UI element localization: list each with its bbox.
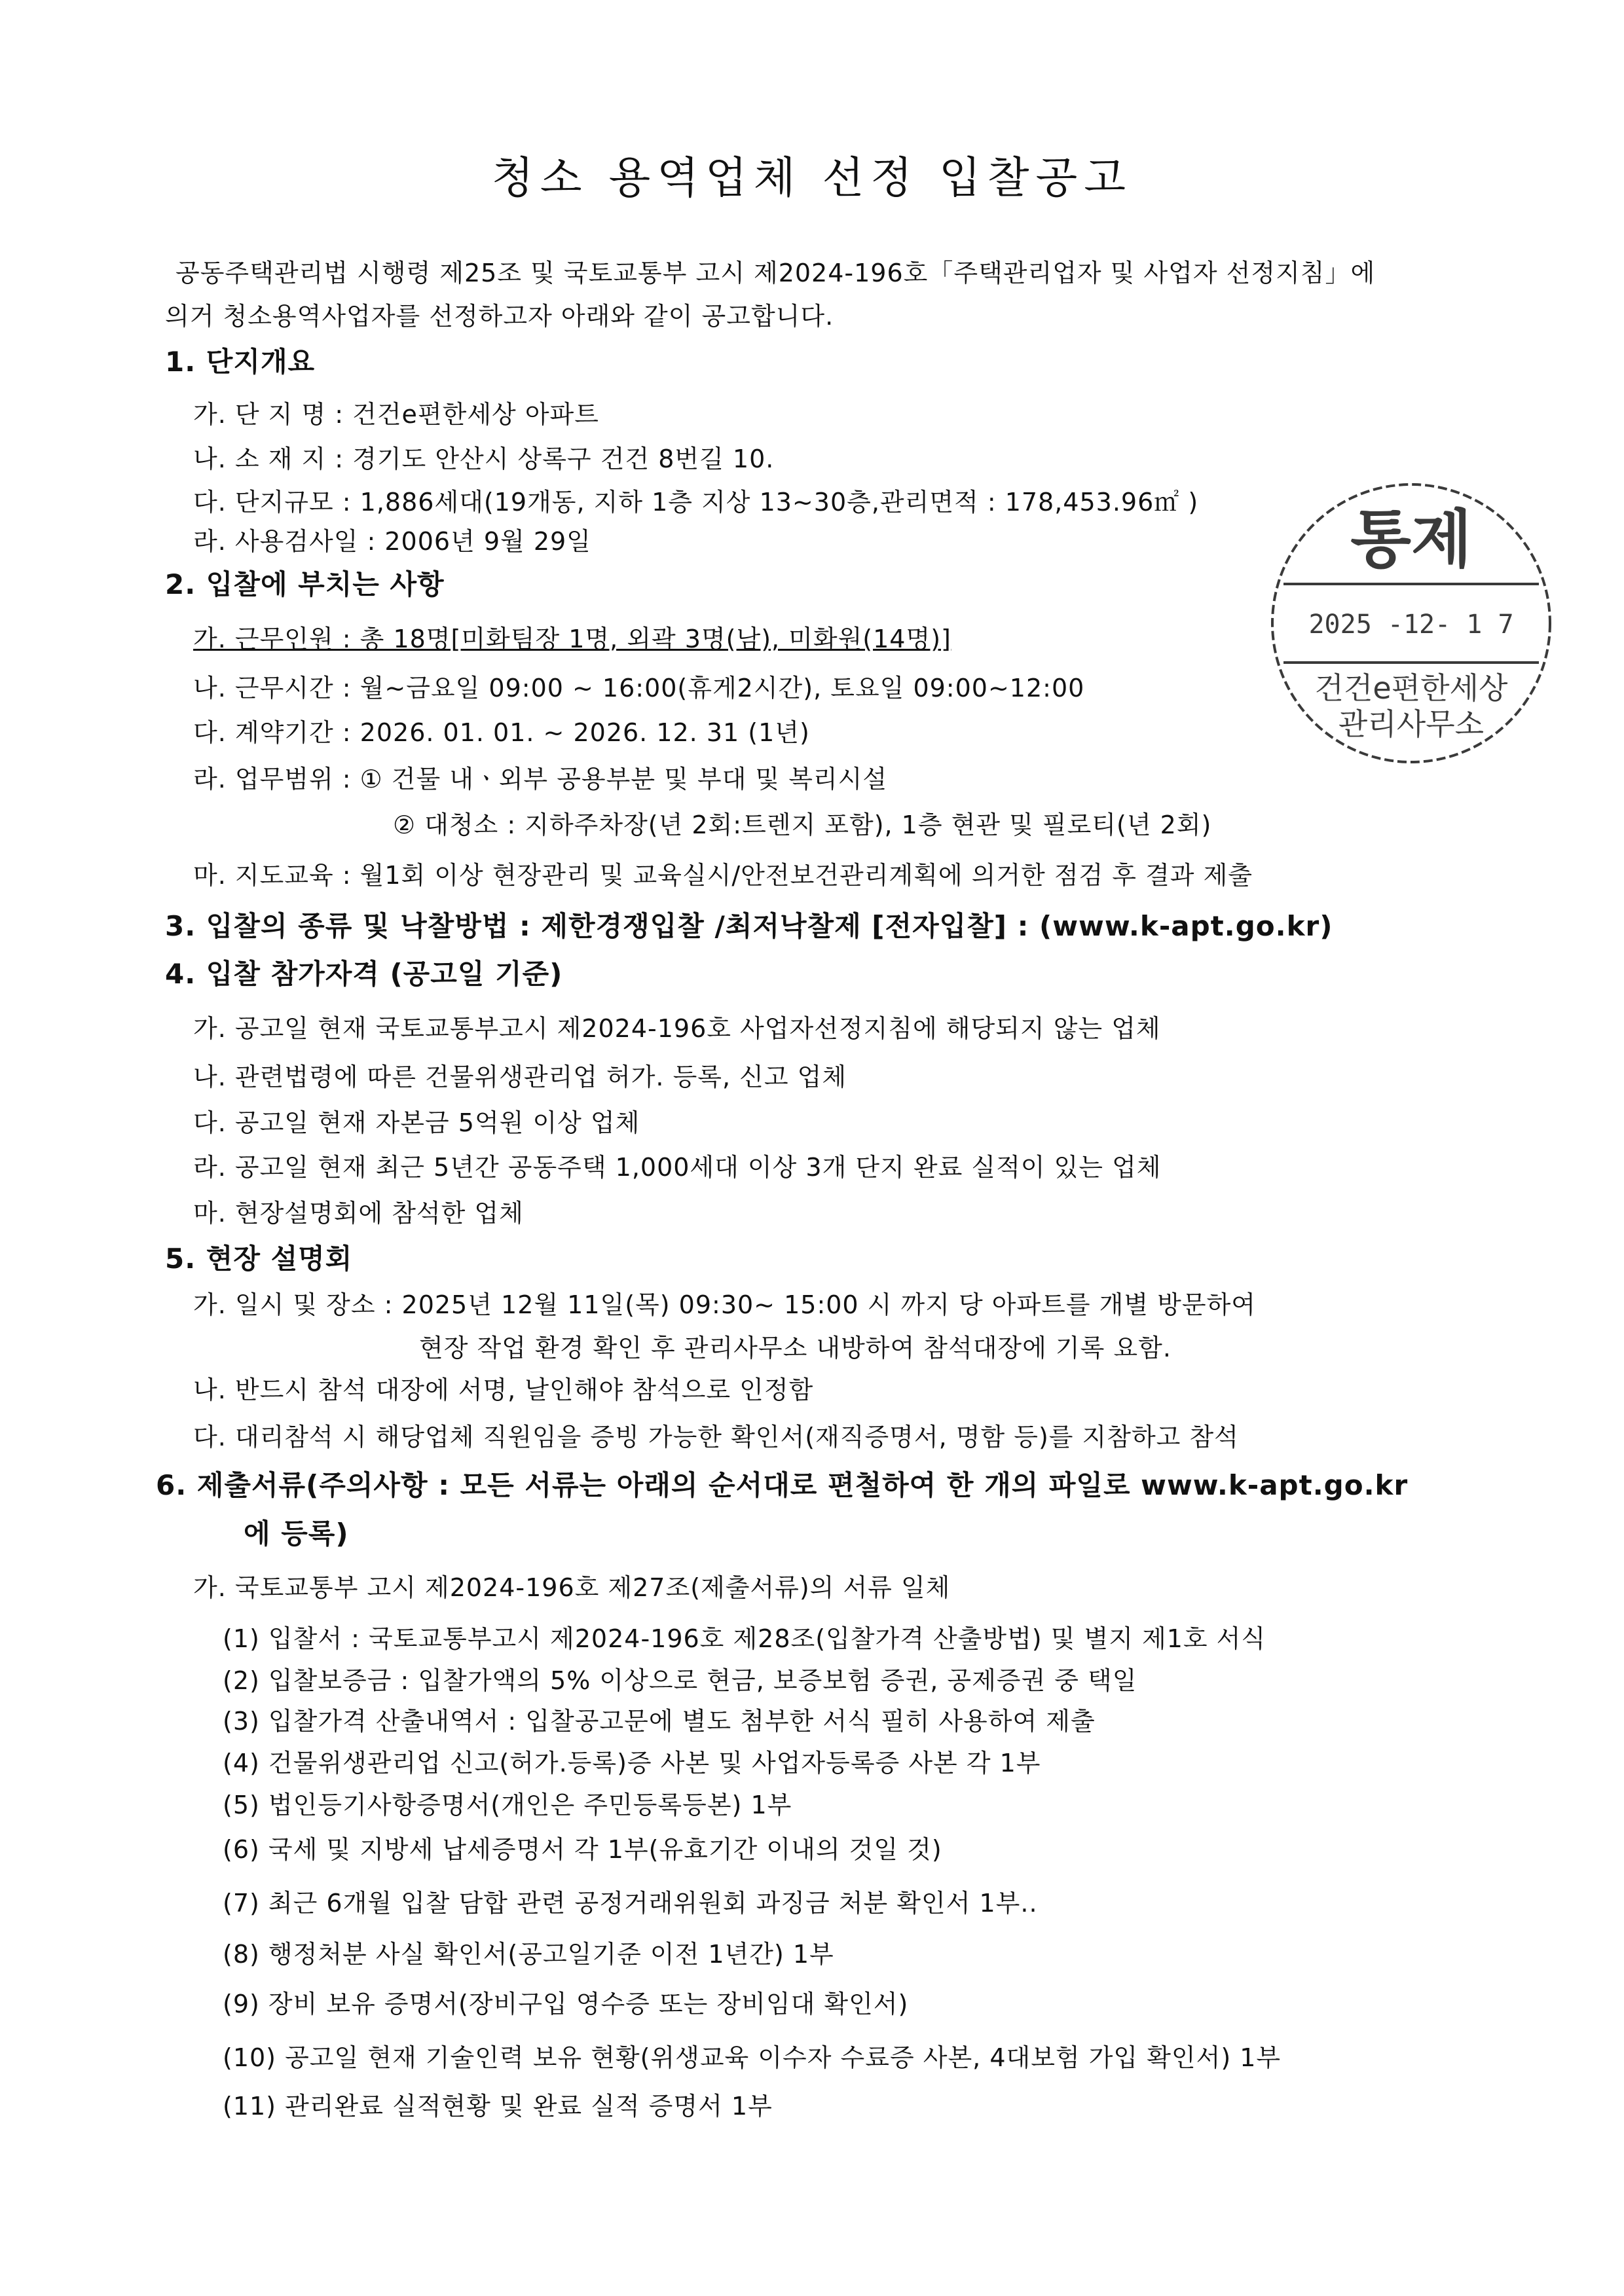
s6-doc-10: (10) 공고일 현재 기술인력 보유 현황(위생교육 이수자 수료증 사본, 4대보험 가입 확인서) 1부 bbox=[223, 2043, 1282, 2072]
s5-item-2: 나. 반드시 참석 대장에 서명, 날인해야 참석으로 인정함 bbox=[193, 1376, 814, 1404]
section-2-heading: 2. 입찰에 부치는 사항 bbox=[165, 568, 445, 600]
section-4-heading: 4. 입찰 참가자격 (공고일 기준) bbox=[165, 958, 563, 990]
stamp-line-1: 건건e편한세상 bbox=[1314, 670, 1508, 706]
s1-item-3: 다. 단지규모 : 1,886세대(19개동, 지하 1층 지상 13~30층,관리면적 : 178,453.96㎡ ) bbox=[193, 488, 1199, 517]
intro-line-2: 의거 청소용역사업자를 선정하고자 아래와 같이 공고합니다. bbox=[165, 302, 834, 331]
s6-doc-11: (11) 관리완료 실적현황 및 완료 실적 증명서 1부 bbox=[223, 2092, 773, 2121]
s2-item-2: 나. 근무시간 : 월~금요일 09:00 ~ 16:00(휴게2시간), 토요일 09:00~12:00 bbox=[193, 674, 1085, 702]
section-1-heading: 1. 단지개요 bbox=[165, 346, 316, 378]
s2-item-4b: ② 대청소 : 지하주차장(년 2회:트렌지 포함), 1층 현관 및 필로티(년 2회) bbox=[393, 811, 1212, 839]
section-6-heading: 6. 제출서류(주의사항 : 모든 서류는 아래의 순서대로 편철하여 한 개의 파일로 www.k-apt.go.kr bbox=[156, 1469, 1409, 1501]
s4-item-5: 마. 현장설명회에 참석한 업체 bbox=[193, 1199, 524, 1228]
s6-doc-6: (6) 국세 및 지방세 납세증명서 각 1부(유효기간 이내의 것일 것) bbox=[223, 1835, 942, 1864]
page-title: 청소 용역업체 선정 입찰공고 bbox=[491, 153, 1132, 203]
s2-item-4: 라. 업무범위 : ① 건물 내ㆍ외부 공용부분 및 부대 및 복리시설 bbox=[193, 765, 888, 793]
s4-item-2: 나. 관련법령에 따른 건물위생관리업 허가. 등록, 신고 업체 bbox=[193, 1063, 847, 1091]
s4-item-4: 라. 공고일 현재 최근 5년간 공동주택 1,000세대 이상 3개 단지 완료 실적이 있는 업체 bbox=[193, 1153, 1162, 1182]
s4-item-3: 다. 공고일 현재 자본금 5억원 이상 업체 bbox=[193, 1108, 640, 1137]
section-6-heading-cont: 에 등록) bbox=[244, 1518, 349, 1550]
stamp-graphic bbox=[1261, 473, 1562, 774]
approval-stamp bbox=[1261, 473, 1562, 774]
s6-doc-4: (4) 건물위생관리업 신고(허가.등록)증 사본 및 사업자등록증 사본 각 1부 bbox=[223, 1749, 1041, 1777]
s1-item-2: 나. 소 재 지 : 경기도 안산시 상록구 건건 8번길 10. bbox=[193, 445, 775, 473]
s2-item-1: 가. 근무인원 : 총 18명[미화팀장 1명, 외곽 3명(남), 미화원(14명)] bbox=[193, 625, 951, 653]
s5-item-3: 다. 대리참석 시 해당업체 직원임을 증빙 가능한 확인서(재직증명서, 명함 등)를 지참하고 참석 bbox=[193, 1423, 1239, 1451]
s6-doc-9: (9) 장비 보유 증명서(장비구입 영수증 또는 장비임대 확인서) bbox=[223, 1990, 909, 2018]
s6-doc-3: (3) 입찰가격 산출내역서 : 입찰공고문에 별도 첨부한 서식 필히 사용하여 제출 bbox=[223, 1707, 1096, 1736]
s4-item-1: 가. 공고일 현재 국토교통부고시 제2024-196호 사업자선정지침에 해당되지 않는 업체 bbox=[193, 1014, 1161, 1043]
section-3-heading: 3. 입찰의 종류 및 낙찰방법 : 제한경쟁입찰 /최저낙찰제 [전자입찰] : (www.k-apt.go.kr) bbox=[165, 910, 1333, 942]
s6-doc-5: (5) 법인등기사항증명서(개인은 주민등록등본) 1부 bbox=[223, 1791, 792, 1819]
intro-line-1: 공동주택관리법 시행령 제25조 및 국토교통부 고시 제2024-196호「주택관리업자 및 사업자 선정지침」에 bbox=[175, 259, 1376, 287]
s5-item-1b: 현장 작업 환경 확인 후 관리사무소 내방하여 참석대장에 기록 요함. bbox=[419, 1334, 1172, 1362]
s6-doc-7: (7) 최근 6개월 입찰 담합 관련 공정거래위원회 과징금 처분 확인서 1부.. bbox=[223, 1889, 1038, 1918]
stamp-top-text: 통제 bbox=[1350, 503, 1472, 576]
s6-doc-8: (8) 행정처분 사실 확인서(공고일기준 이전 1년간) 1부 bbox=[223, 1940, 834, 1969]
s2-item-5: 마. 지도교육 : 월1회 이상 현장관리 및 교육실시/안전보건관리계획에 의거한 점검 후 결과 제출 bbox=[193, 861, 1253, 890]
section-5-heading: 5. 현장 설명회 bbox=[165, 1243, 353, 1275]
s1-item-4: 라. 사용검사일 : 2006년 9월 29일 bbox=[193, 527, 591, 556]
s6-sub: 가. 국토교통부 고시 제2024-196호 제27조(제출서류)의 서류 일체 bbox=[193, 1573, 951, 1602]
s6-doc-2: (2) 입찰보증금 : 입찰가액의 5% 이상으로 현금, 보증보험 증권, 공제증권 중 택일 bbox=[223, 1666, 1137, 1695]
s1-item-1: 가. 단 지 명 : 건건e편한세상 아파트 bbox=[193, 400, 599, 429]
stamp-date: 2025 -12- 1 7 bbox=[1308, 610, 1514, 640]
s2-item-3: 다. 계약기간 : 2026. 01. 01. ~ 2026. 12. 31 (1년) bbox=[193, 718, 810, 747]
s6-doc-1: (1) 입찰서 : 국토교통부고시 제2024-196호 제28조(입찰가격 산출방법) 및 별지 제1호 서식 bbox=[223, 1624, 1266, 1653]
stamp-line-2: 관리사무소 bbox=[1338, 706, 1485, 742]
s5-item-1: 가. 일시 및 장소 : 2025년 12월 11일(목) 09:30~ 15:00 시 까지 당 아파트를 개별 방문하여 bbox=[193, 1290, 1256, 1319]
